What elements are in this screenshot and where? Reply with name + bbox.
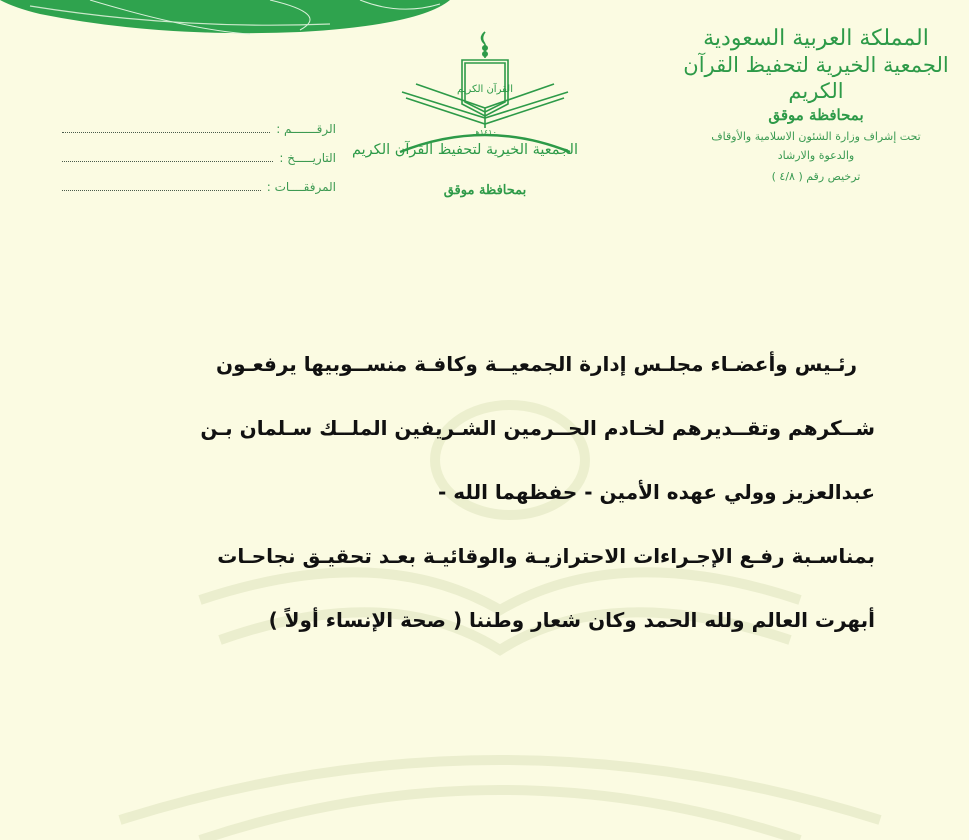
body-line: رئـيس وأعضـاء مجلـس إدارة الجمعيــة وكافـة منســوبيها يرفعـون (216, 352, 857, 376)
ref-attachments-field[interactable] (62, 190, 261, 191)
supervision-text: تحت إشراف وزارة الشئون الاسلامية والأوقاف (711, 130, 921, 143)
logo-province-name: بمحافظة موقق (443, 183, 527, 198)
ref-number-row (62, 122, 336, 151)
kingdom-name: المملكة العربية السعودية (703, 26, 929, 51)
ref-date-field[interactable] (62, 161, 273, 162)
province-name: بمحافظة موقق (768, 106, 864, 124)
logo-year: ١٤١٠هـ (473, 128, 497, 137)
ref-attachments-label: المرفقــــات : (266, 180, 336, 194)
body-line: شــكرهم وتقــديرهم لخـادم الحــرمين الشـريفين الملــك سـلمان بـن (200, 416, 875, 440)
society-name: الجمعية الخيرية لتحفيظ القرآن الكريم (683, 53, 949, 103)
reference-fields (62, 122, 336, 209)
ref-date-row (62, 151, 336, 180)
body-line: أبهرت العالم ولله الحمد وكان شعار وطننا ( صحة الإنساء أولاً ) (268, 608, 875, 632)
ref-number-field[interactable] (62, 132, 270, 133)
letter-body (60, 342, 875, 662)
logo-society-name: الجمعية الخيرية لتحفيظ القرآن الكريم (352, 142, 578, 158)
ref-date-label: التاريـــــخ : (279, 151, 336, 165)
body-line: عبدالعزيز وولي عهده الأمين - حفظهما الله - (438, 480, 875, 504)
logo-book-text: القرآن الكريم (456, 84, 514, 95)
ref-number-label: الرقـــــــم : (276, 122, 336, 136)
ref-attachments-row (62, 180, 336, 209)
dawah-text: والدعوة والارشاد (777, 149, 855, 162)
body-line: بمناسـبة رفـع الإجـراءات الاحترازيـة والوقائيـة بعـد تحقيـق نجاحـات (217, 544, 875, 568)
license-number: ترخيص رقم ( ٤/٨ ) (771, 170, 861, 183)
header-block (681, 26, 951, 188)
